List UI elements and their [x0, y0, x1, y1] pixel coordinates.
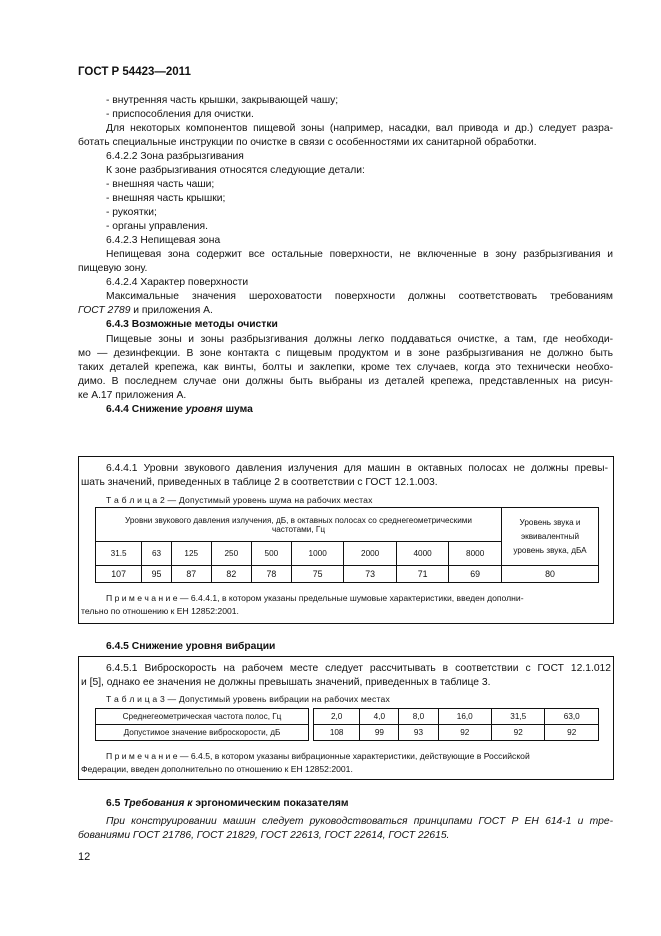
paragraph-line: димо. В последнем случае они должны быть выбраны из деталей крепежа, представленных на рисун- — [78, 376, 613, 387]
table2-freq-cell: 1000 — [291, 542, 343, 566]
table3-value-cell: 92 — [545, 725, 599, 741]
document-header: ГОСТ Р 54423—2011 — [78, 66, 191, 78]
table2-value-cell: 71 — [396, 566, 448, 583]
standard-reference: ГОСТ 2789 — [78, 305, 131, 316]
paragraph-line: мо — дезинфекции. В зоне контакта с пищевым продуктом и в зоне разбрызгивания не должно быть — [78, 348, 613, 359]
paragraph-line: ке А.17 приложения А. — [78, 390, 187, 401]
table2-value-cell: 69 — [449, 566, 502, 583]
table2-freq-cell: 500 — [251, 542, 291, 566]
table2-level-cell: 80 — [502, 566, 599, 583]
table2-value-cell: 107 — [96, 566, 142, 583]
paragraph-line: Для некоторых компонентов пищевой зоны (например, насадки, вал привода и др.) следует разра- — [106, 123, 613, 134]
subsection-heading: 6.4.2.3 Непищевая зона — [106, 235, 221, 246]
list-item: - рукоятки; — [106, 207, 157, 218]
table2-value-cell: 78 — [251, 566, 291, 583]
table2-freq-cell: 8000 — [449, 542, 502, 566]
table3-freq-cell: 16,0 — [438, 709, 491, 725]
table2-note: П р и м е ч а н и е — 6.4.4.1, в котором указаны предельные шумовые характеристики, введен дополни- — [106, 593, 524, 603]
table-row — [96, 709, 599, 725]
list-item: - внешняя часть крышки; — [106, 193, 226, 204]
paragraph-line: Максимальные значения шероховатости поверхности должны соответствовать требованиям — [106, 291, 613, 302]
subsection-heading: 6.4.2.2 Зона разбрызгивания — [106, 151, 244, 162]
paragraph-line: шать значений, приведенных в таблице 2 в соответствии с ГОСТ 12.1.003. — [81, 477, 438, 488]
table3-note: П р и м е ч а н и е — 6.4.5, в котором указаны вибрационные характеристики, действующие в Российской — [106, 751, 530, 761]
table2-value-cell: 73 — [344, 566, 396, 583]
paragraph-line: При конструировании машин следует руководствоваться принципами ГОСТ Р ЕН 614-1 и тре- — [106, 816, 613, 827]
table3-freq-cell: 31,5 — [492, 709, 545, 725]
list-item: - органы управления. — [106, 221, 208, 232]
paragraph-line: Пищевые зоны и зоны разбрызгивания должны легко поддаваться очистке, а там, где необходи- — [106, 334, 613, 345]
table3-row-label: Среднегеометрическая частота полос, Гц — [96, 709, 309, 725]
table3-freq-cell: 2,0 — [314, 709, 360, 725]
table3-freq-cell: 63,0 — [545, 709, 599, 725]
list-item: - внешняя часть чаши; — [106, 179, 215, 190]
paragraph-line: бованиями ГОСТ 21786, ГОСТ 21829, ГОСТ 22613, ГОСТ 22614, ГОСТ 22615. — [78, 830, 450, 841]
list-item: - приспособления для очистки. — [106, 109, 254, 120]
table2-freq-cell: 4000 — [396, 542, 448, 566]
table2-freq-cell: 125 — [171, 542, 211, 566]
table2-value-cell: 82 — [211, 566, 251, 583]
table2-noise-levels — [95, 507, 599, 583]
table2-freq-cell: 63 — [142, 542, 171, 566]
table2-side-header: Уровень звука и эквивалентный уровень звука, дБА — [502, 508, 599, 566]
table-row — [96, 725, 599, 741]
table2-note: тельно по отношению к ЕН 12852:2001. — [81, 606, 239, 616]
table2-caption: Т а б л и ц а 2 — Допустимый уровень шума на рабочих местах — [106, 495, 373, 505]
table2-value-cell: 87 — [171, 566, 211, 583]
page-number: 12 — [78, 851, 91, 863]
section-heading-6-4-4: 6.4.4 Снижение уровня шума — [106, 404, 253, 415]
table2-freq-cell: 2000 — [344, 542, 396, 566]
paragraph-line: ботать специальные инструкции по очистке в связи с особенностями их санитарной обработки. — [78, 137, 537, 148]
list-item: - внутренняя часть крышки, закрывающей чашу; — [106, 95, 339, 106]
table2-freq-cell: 31.5 — [96, 542, 142, 566]
paragraph-line: 6.4.4.1 Уровни звукового давления излучения для машин в октавных полосах не должны превы- — [106, 463, 608, 474]
section-heading-6-5: 6.5 Требования к эргономическим показателям — [106, 798, 349, 809]
table3-vibration-levels — [95, 708, 599, 741]
table2-value-cell: 75 — [291, 566, 343, 583]
table3-row-label: Допустимое значение виброскорости, дБ — [96, 725, 309, 741]
table3-freq-cell: 8,0 — [399, 709, 438, 725]
table3-caption: Т а б л и ц а 3 — Допустимый уровень вибрации на рабочих местах — [106, 694, 391, 704]
table3-value-cell: 92 — [492, 725, 545, 741]
table2-group-header: Уровни звукового давления излучения, дБ, в октавных полосах со среднегеометрическими частотами, Гц — [96, 508, 502, 542]
paragraph-line: пищевую зону. — [78, 263, 148, 274]
paragraph-line: и [5], однако ее значения не должны превышать значений, приведенных в таблице 3. — [81, 677, 491, 688]
table3-note: Федерации, введен дополнительно по отношению к ЕН 12852:2001. — [81, 764, 353, 774]
table3-value-cell: 93 — [399, 725, 438, 741]
table2-freq-cell: 250 — [211, 542, 251, 566]
table3-freq-cell: 4,0 — [360, 709, 399, 725]
paragraph-line: таких деталей крепежа, как винты, болты и заклепки, кроме тех случаев, когда это технически необхо- — [78, 362, 613, 373]
table-row — [96, 566, 599, 583]
section-heading-6-4-5: 6.4.5 Снижение уровня вибрации — [106, 641, 276, 652]
section-heading-6-4-3: 6.4.3 Возможные методы очистки — [106, 319, 278, 330]
table3-value-cell: 108 — [314, 725, 360, 741]
paragraph-line: К зоне разбрызгивания относятся следующие детали: — [106, 165, 365, 176]
paragraph-line: ГОСТ 2789 и приложения А. — [78, 305, 213, 316]
table3-value-cell: 99 — [360, 725, 399, 741]
paragraph-line: 6.4.5.1 Виброскорость на рабочем месте следует рассчитывать в соответствии с ГОСТ 12.1.012 — [106, 663, 611, 674]
subsection-heading: 6.4.2.4 Характер поверхности — [106, 277, 249, 288]
table3-value-cell: 92 — [438, 725, 491, 741]
paragraph-line: Непищевая зона содержит все остальные поверхности, не включенные в зону разбрызгивания и — [106, 249, 613, 260]
table2-value-cell: 95 — [142, 566, 171, 583]
